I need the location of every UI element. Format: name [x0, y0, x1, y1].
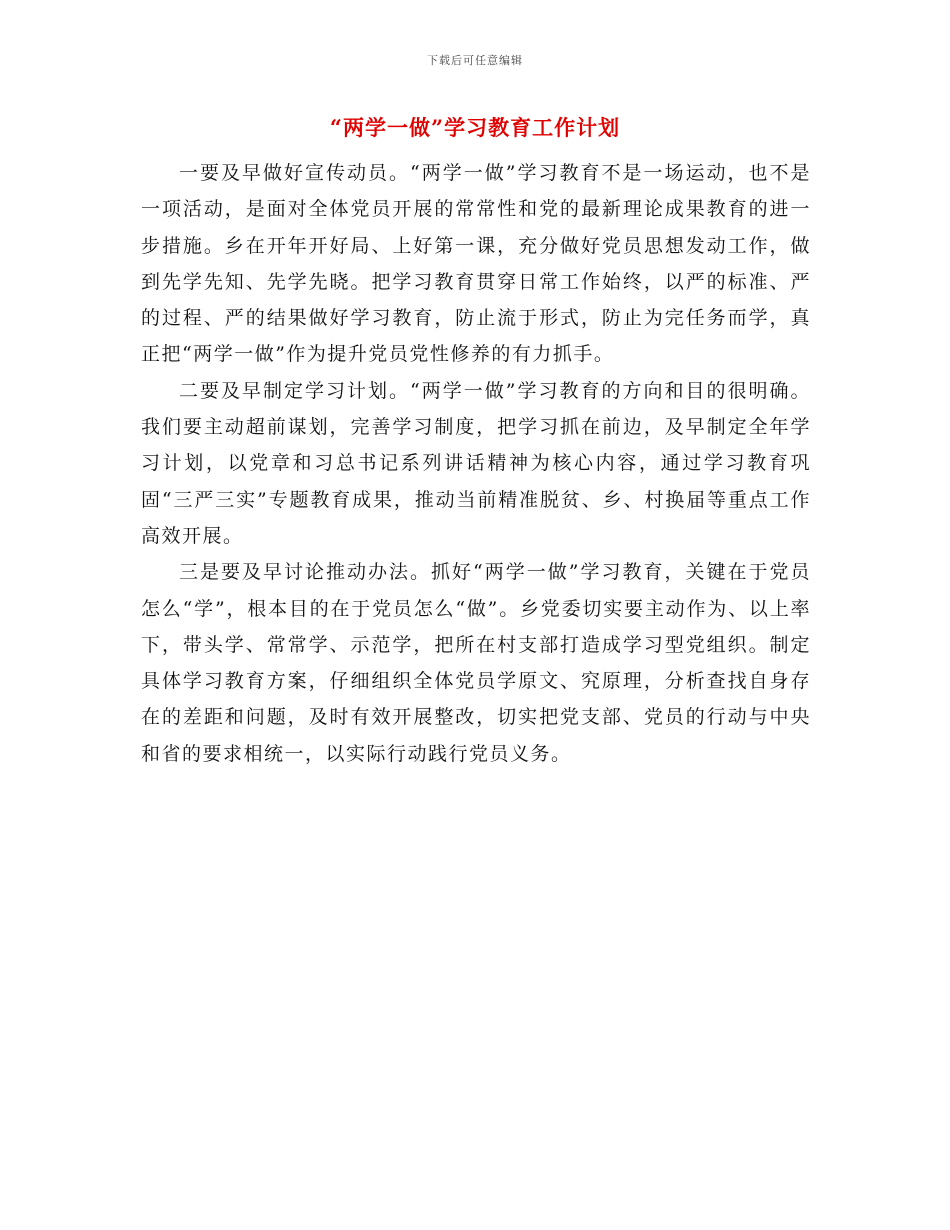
paragraph-1: 一要及早做好宣传动员。“两学一做”学习教育不是一场运动，也不是一项活动，是面对全体党员开展的常常性和党的最新理论成果教育的进一步措施。乡在开年开好局、上好第一课，充分做好党员思想发动工作，做到先学先知、先学先晓。把学习教育贯穿日常工作始终，以严的标准、严的过程、严的结果做好学习教育，防止流于形式，防止为完任务而学，真正把“两学一做”作为提升党员党性修养的有力抓手。	[141, 162, 811, 366]
header-note: 下载后可任意编辑	[427, 54, 523, 67]
document-title: “两学一做”学习教育工作计划	[329, 115, 621, 140]
paragraph-3: 三是要及早讨论推动办法。抓好“两学一做”学习教育，关键在于党员怎么“学”，根本目的在于党员怎么“做”。乡党委切实要主动作为、以上率下，带头学、常常学、示范学，把所在村支部打造成学习型党组织。制定具体学习教育方案，仔细组织全体党员学原文、究原理，分析查找自身存在的差距和问题，及时有效开展整改，切实把党支部、党员的行动与中央和省的要求相统一，以实际行动践行党员义务。	[141, 561, 811, 765]
document-body	[141, 155, 811, 772]
paragraph-2: 二要及早制定学习计划。“两学一做”学习教育的方向和目的很明确。我们要主动超前谋划，完善学习制度，把学习抓在前边，及早制定全年学习计划，以党章和习总书记系列讲话精神为核心内容，通过学习教育巩固“三严三实”专题教育成果，推动当前精准脱贫、乡、村换届等重点工作高效开展。	[141, 379, 811, 547]
